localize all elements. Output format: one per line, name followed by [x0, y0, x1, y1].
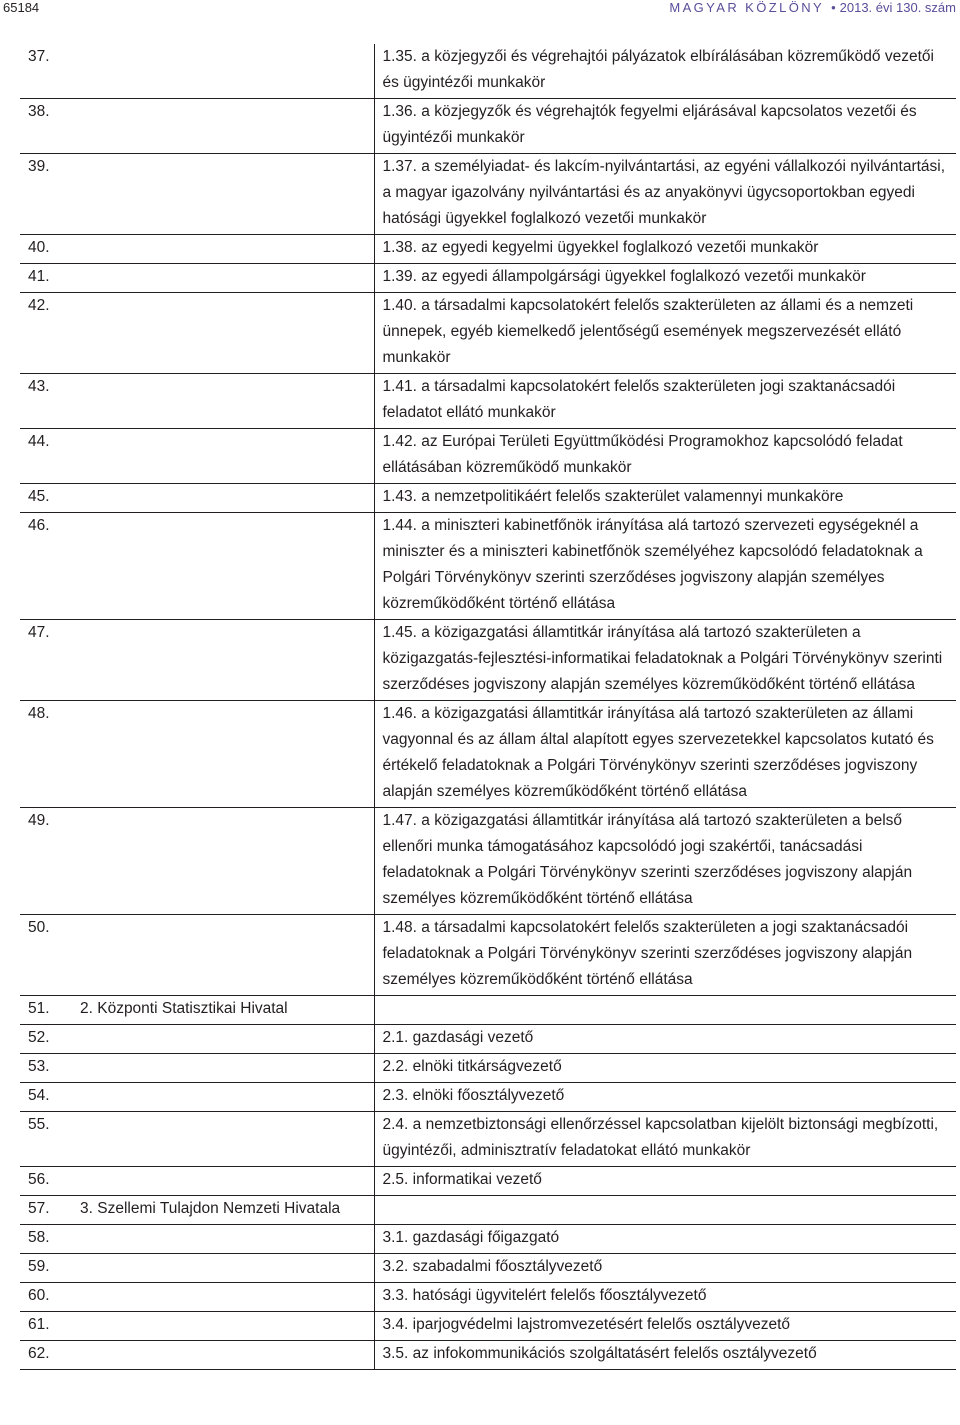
row-number: 49.	[20, 808, 72, 915]
position-cell	[374, 1196, 956, 1225]
row-number: 41.	[20, 264, 72, 293]
position-cell: 1.45. a közigazgatási államtitkár irányítása alá tartozó szakterületen a közigazgatás-fejlesztési-informatikai feladatoknak a Polgári Törvénykönyv szerinti szerződéses jogviszony alapján személyes közreműködőként történő ellátása	[374, 620, 956, 701]
table-row	[20, 99, 956, 154]
organisation-cell	[72, 1254, 374, 1283]
table-row	[20, 264, 956, 293]
organisation-cell	[72, 620, 374, 701]
row-number: 44.	[20, 429, 72, 484]
organisation-cell	[72, 1341, 374, 1370]
position-cell: 1.41. a társadalmi kapcsolatokért felelős szakterületen jogi szaktanácsadói feladatot ellátó munkakör	[374, 374, 956, 429]
row-number: 45.	[20, 484, 72, 513]
page-header	[0, 0, 960, 22]
table-row	[20, 374, 956, 429]
position-cell: 3.1. gazdasági főigazgató	[374, 1225, 956, 1254]
organisation-heading	[72, 1196, 374, 1225]
positions-table-body	[20, 44, 956, 1370]
journal-meta	[669, 0, 956, 15]
organisation-name: 3. Szellemi Tulajdon Nemzeti Hivatala	[80, 1200, 341, 1217]
position-cell: 1.38. az egyedi kegyelmi ügyekkel foglalkozó vezetői munkakör	[374, 235, 956, 264]
row-number: 57.	[20, 1196, 72, 1225]
table-row	[20, 1254, 956, 1283]
organisation-cell	[72, 513, 374, 620]
position-cell: 3.4. iparjogvédelmi lajstromvezetésért felelős osztályvezető	[374, 1312, 956, 1341]
row-number: 58.	[20, 1225, 72, 1254]
position-cell: 2.3. elnöki főosztályvezető	[374, 1083, 956, 1112]
header-separator: •	[831, 0, 836, 15]
organisation-name: 2. Központi Statisztikai Hivatal	[80, 1000, 288, 1017]
position-cell: 2.1. gazdasági vezető	[374, 1025, 956, 1054]
table-row	[20, 44, 956, 99]
issue-label: 2013. évi 130. szám	[839, 0, 956, 15]
organisation-cell	[72, 484, 374, 513]
organisation-heading	[72, 996, 374, 1025]
row-number: 39.	[20, 154, 72, 235]
row-number: 54.	[20, 1083, 72, 1112]
position-cell: 1.48. a társadalmi kapcsolatokért felelős szakterületen a jogi szaktanácsadói feladatoknak a Polgári Törvénykönyv szerinti szerződéses jogviszony alapján személyes közreműködőként történő ellátása	[374, 915, 956, 996]
position-cell: 1.42. az Európai Területi Együttműködési Programokhoz kapcsolódó feladat ellátásában közreműködő munkakör	[374, 429, 956, 484]
position-cell: 1.47. a közigazgatási államtitkár irányítása alá tartozó szakterületen a belső ellenőri munka támogatásához kapcsolódó jogi szakértői, tanácsadási feladatoknak a Polgári Törvénykönyv szerinti szerződéses jogviszony alapján személyes közreműködőként történő ellátása	[374, 808, 956, 915]
organisation-cell	[72, 99, 374, 154]
row-number: 42.	[20, 293, 72, 374]
row-number: 61.	[20, 1312, 72, 1341]
organisation-cell	[72, 1025, 374, 1054]
row-number: 60.	[20, 1283, 72, 1312]
organisation-cell	[72, 1312, 374, 1341]
organisation-cell	[72, 293, 374, 374]
table-row	[20, 154, 956, 235]
table-row	[20, 1196, 956, 1225]
organisation-cell	[72, 701, 374, 808]
table-row	[20, 1112, 956, 1167]
table-row	[20, 293, 956, 374]
table-row	[20, 513, 956, 620]
row-number: 38.	[20, 99, 72, 154]
table-row	[20, 1283, 956, 1312]
row-number: 52.	[20, 1025, 72, 1054]
row-number: 59.	[20, 1254, 72, 1283]
position-cell: 2.4. a nemzetbiztonsági ellenőrzéssel kapcsolatban kijelölt biztonsági megbízotti, ügyintézői, adminisztratív feladatokat ellátó munkakör	[374, 1112, 956, 1167]
position-cell: 3.5. az infokommunikációs szolgáltatásért felelős osztályvezető	[374, 1341, 956, 1370]
table-row	[20, 484, 956, 513]
table-row	[20, 1054, 956, 1083]
row-number: 50.	[20, 915, 72, 996]
row-number: 37.	[20, 44, 72, 99]
organisation-cell	[72, 264, 374, 293]
row-number: 55.	[20, 1112, 72, 1167]
row-number: 62.	[20, 1341, 72, 1370]
organisation-cell	[72, 1283, 374, 1312]
table-row	[20, 1312, 956, 1341]
position-cell: 2.2. elnöki titkárságvezető	[374, 1054, 956, 1083]
organisation-cell	[72, 1083, 374, 1112]
position-cell: 1.39. az egyedi állampolgársági ügyekkel foglalkozó vezetői munkakör	[374, 264, 956, 293]
table-row	[20, 235, 956, 264]
organisation-cell	[72, 1225, 374, 1254]
table-row	[20, 1225, 956, 1254]
position-cell: 1.37. a személyiadat- és lakcím-nyilvántartási, az egyéni vállalkozói nyilvántartási, a magyar igazolvány nyilvántartási és az anyakönyvi ügycsoportokban egyedi hatósági ügyekkel foglalkozó vezetői munkakör	[374, 154, 956, 235]
organisation-cell	[72, 235, 374, 264]
table-row	[20, 620, 956, 701]
organisation-cell	[72, 374, 374, 429]
position-cell: 3.3. hatósági ügyvitelért felelős főosztályvezető	[374, 1283, 956, 1312]
position-cell: 1.44. a miniszteri kabinetfőnök irányítása alá tartozó szervezeti egységeknél a miniszter és a miniszteri kabinetfőnök személyéhez kapcsolódó feladatoknak a Polgári Törvénykönyv szerinti szerződéses jogviszony alapján személyes közreműködőként történő ellátása	[374, 513, 956, 620]
row-number: 46.	[20, 513, 72, 620]
table-row	[20, 1083, 956, 1112]
position-cell: 1.43. a nemzetpolitikáért felelős szakterület valamennyi munkaköre	[374, 484, 956, 513]
table-row	[20, 1167, 956, 1196]
table-row	[20, 429, 956, 484]
organisation-cell	[72, 1167, 374, 1196]
page-number: 65184	[3, 0, 40, 15]
organisation-cell	[72, 429, 374, 484]
position-cell: 1.46. a közigazgatási államtitkár irányítása alá tartozó szakterületen az állami vagyonnal és az állam által alapított egyes szervezetekkel kapcsolatos kutató és értékelő feladatoknak a Polgári Törvénykönyv szerinti szerződéses jogviszony alapján személyes közreműködőként történő ellátása	[374, 701, 956, 808]
row-number: 47.	[20, 620, 72, 701]
row-number: 43.	[20, 374, 72, 429]
organisation-cell	[72, 915, 374, 996]
position-cell: 1.40. a társadalmi kapcsolatokért felelős szakterületen az állami és a nemzeti ünnepek, egyéb kiemelkedő jelentőségű események megszervezését ellátó munkakör	[374, 293, 956, 374]
table-row	[20, 1341, 956, 1370]
row-number: 53.	[20, 1054, 72, 1083]
organisation-cell	[72, 1054, 374, 1083]
table-row	[20, 996, 956, 1025]
position-cell: 1.35. a közjegyzői és végrehajtói pályázatok elbírálásában közreműködő vezetői és ügyintézői munkakör	[374, 44, 956, 99]
positions-table	[20, 44, 956, 1370]
row-number: 56.	[20, 1167, 72, 1196]
row-number: 48.	[20, 701, 72, 808]
table-row	[20, 1025, 956, 1054]
organisation-cell	[72, 1112, 374, 1167]
journal-title: MAGYAR KÖZLÖNY	[669, 0, 825, 15]
table-row	[20, 701, 956, 808]
organisation-cell	[72, 44, 374, 99]
position-cell: 3.2. szabadalmi főosztályvezető	[374, 1254, 956, 1283]
position-cell: 1.36. a közjegyzők és végrehajtók fegyelmi eljárásával kapcsolatos vezetői és ügyintézői munkakör	[374, 99, 956, 154]
organisation-cell	[72, 154, 374, 235]
table-row	[20, 915, 956, 996]
position-cell: 2.5. informatikai vezető	[374, 1167, 956, 1196]
organisation-cell	[72, 808, 374, 915]
table-row	[20, 808, 956, 915]
position-cell	[374, 996, 956, 1025]
row-number: 51.	[20, 996, 72, 1025]
row-number: 40.	[20, 235, 72, 264]
